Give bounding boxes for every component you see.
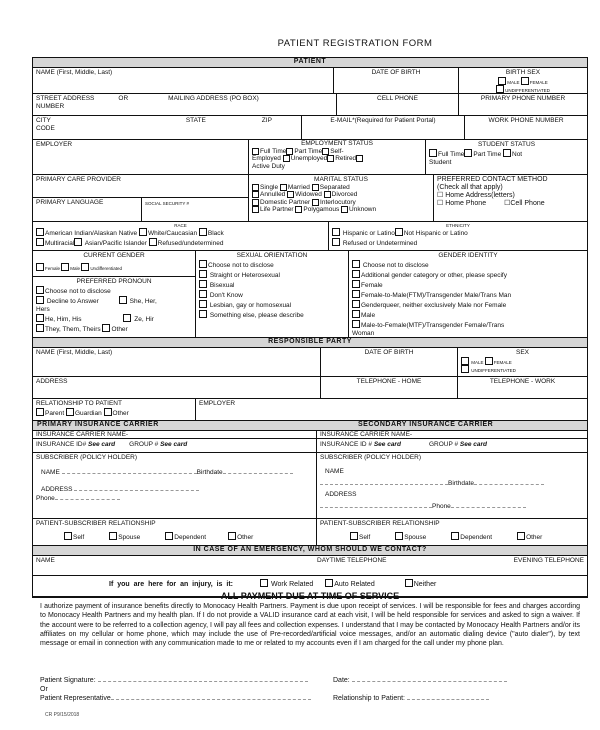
label: STATE xyxy=(185,117,206,124)
label: WORK PHONE NUMBER xyxy=(488,117,564,124)
label: SUBSCRIBER (POLICY HOLDER) xyxy=(320,454,422,461)
checkbox-not-student[interactable] xyxy=(503,149,511,157)
checkbox-dependent[interactable] xyxy=(165,532,173,540)
label: FEMALE xyxy=(529,80,548,85)
checkbox-spouse[interactable] xyxy=(395,532,403,540)
label: She, Her, xyxy=(129,298,157,305)
label: Unemployed xyxy=(290,155,328,162)
checkbox-rp-undiff[interactable] xyxy=(461,365,469,373)
label: DATE OF BIRTH xyxy=(364,349,414,356)
checkbox-unknown[interactable] xyxy=(341,206,348,213)
label: Active Duty xyxy=(252,162,285,170)
checkbox-domestic-partner[interactable] xyxy=(252,199,259,206)
label: Part Time xyxy=(473,151,502,158)
rp-dob-field[interactable] xyxy=(320,347,458,377)
checkbox-parent[interactable] xyxy=(36,408,44,416)
label: (Check all that apply) xyxy=(437,184,503,191)
name-line[interactable] xyxy=(62,468,197,474)
label: Life Partner xyxy=(260,206,294,213)
checkbox-white[interactable] xyxy=(139,228,147,236)
value: See card xyxy=(459,441,487,448)
checkbox-other[interactable] xyxy=(517,532,525,540)
checkbox-guardian[interactable] xyxy=(66,408,74,416)
patient-header: PATIENT xyxy=(32,57,588,68)
responsible-party-header: RESPONSIBLE PARTY xyxy=(32,337,588,348)
label: Choose not to disclose xyxy=(362,262,429,269)
rp-tel-home-field[interactable] xyxy=(320,376,458,399)
label: FEMALE xyxy=(493,360,512,365)
label: Phone xyxy=(36,495,55,502)
label: NAME (First, Middle, Last) xyxy=(36,69,113,76)
label: Neither xyxy=(413,581,437,588)
ethnicity xyxy=(328,221,588,251)
checkbox-i-choose[interactable] xyxy=(352,260,360,268)
checkbox-i-ftm[interactable] xyxy=(352,290,360,298)
label: Or xyxy=(40,686,48,693)
checkbox-separated[interactable] xyxy=(312,184,319,191)
label: Woman xyxy=(352,330,375,337)
student-status xyxy=(425,139,588,175)
rp-relationship xyxy=(32,398,196,421)
label: PRIMARY PHONE NUMBER xyxy=(480,95,566,102)
checkbox-o-choose[interactable] xyxy=(199,260,207,268)
label: INSURANCE ID# xyxy=(36,441,87,448)
checkbox-student-part[interactable] xyxy=(464,149,472,157)
checkbox-i-female[interactable] xyxy=(352,280,360,288)
label: ETHNICITY xyxy=(446,223,470,228)
label: ZIP xyxy=(261,117,272,124)
label: PREFERRED PRONOUN xyxy=(76,278,152,285)
label: BIRTH SEX xyxy=(505,69,541,76)
ssn-field[interactable] xyxy=(141,197,249,222)
label: Self xyxy=(359,534,371,541)
label: Guardian xyxy=(74,410,102,417)
label: Relationship to Patient: xyxy=(333,695,405,702)
label: Refused/undetermined xyxy=(157,240,224,247)
label: Ze, Hir xyxy=(134,316,154,323)
secondary-relationship xyxy=(316,518,588,546)
label: Choose not to disclose xyxy=(208,262,274,269)
label: EMPLOYMENT STATUS xyxy=(301,140,373,147)
secondary-id-field[interactable] xyxy=(316,438,588,453)
label: Straight or Heterosexual xyxy=(209,272,280,279)
label: GROUP # xyxy=(129,441,159,448)
label: EMPLOYER xyxy=(36,141,73,148)
label: Single xyxy=(260,183,279,191)
primary-care-provider-field[interactable] xyxy=(32,174,249,198)
checkbox-black[interactable] xyxy=(199,228,207,236)
primary-id-field[interactable] xyxy=(32,438,317,453)
label: NAME (First, Middle, Last) xyxy=(36,349,113,356)
employer-field[interactable] xyxy=(32,139,249,175)
label: TELEPHONE - WORK xyxy=(489,378,556,385)
checkbox-spouse[interactable] xyxy=(109,532,117,540)
label: Bisexual xyxy=(209,282,235,289)
label: They, Them, Theirs xyxy=(45,326,101,333)
checkbox-female[interactable] xyxy=(521,77,529,85)
label: Interlocutory xyxy=(320,198,356,206)
checkbox-male[interactable] xyxy=(498,77,506,85)
rp-tel-work-field[interactable] xyxy=(457,376,588,399)
label: PREFERRED CONTACT METHOD xyxy=(437,176,548,183)
label: Black xyxy=(207,230,224,237)
employment-status xyxy=(248,139,426,175)
checkbox-something-else[interactable] xyxy=(199,310,207,318)
checkbox-ethnicity-refused[interactable] xyxy=(332,238,340,246)
form-revision: CR P9/15/2018 xyxy=(45,712,80,718)
label: Decline to Answer xyxy=(46,298,99,305)
label: Unknown xyxy=(349,206,377,213)
value: See card xyxy=(373,441,401,448)
label: Retired xyxy=(335,155,357,162)
label: Patient Representative xyxy=(40,695,111,702)
label: EMPLOYER xyxy=(199,400,236,407)
label: Birthdate xyxy=(196,469,223,476)
checkbox-rp-other[interactable] xyxy=(104,408,112,416)
label: Annulled xyxy=(260,191,286,198)
label: Patient Signature: xyxy=(40,677,96,684)
checkbox-refused[interactable] xyxy=(149,238,157,246)
label: Full Time xyxy=(260,147,287,155)
relationship-line[interactable] xyxy=(407,694,489,700)
label: Hispanic or Latino xyxy=(342,230,395,237)
checkbox-gender-female[interactable] xyxy=(36,263,44,271)
checkbox-widowed[interactable] xyxy=(287,191,294,198)
label: Student xyxy=(429,159,452,166)
checkbox-auto-related[interactable] xyxy=(325,579,333,587)
label: Date: xyxy=(333,677,350,684)
label: Married xyxy=(287,183,310,191)
label: Self xyxy=(73,534,85,541)
checkbox-student-full[interactable] xyxy=(429,149,437,157)
checkbox-she[interactable] xyxy=(119,296,127,304)
marital-status xyxy=(248,174,434,222)
label: Phone xyxy=(432,503,451,510)
label: INSURANCE CARRIER NAME- xyxy=(320,431,413,438)
checkbox-gender-male[interactable] xyxy=(61,263,69,271)
checkbox-hispanic[interactable] xyxy=(332,228,340,236)
label: MALE xyxy=(471,360,484,365)
checkbox-unemployed[interactable] xyxy=(283,155,290,162)
label: CELL PHONE xyxy=(377,95,418,102)
city-state-zip-field[interactable] xyxy=(32,115,302,140)
form-title: PATIENT REGISTRATION FORM xyxy=(277,38,433,49)
checkbox-bisexual[interactable] xyxy=(199,280,207,288)
label: Male xyxy=(70,266,81,271)
label: UNDIFFERENTIATED xyxy=(505,88,550,93)
checkbox-cell-phone[interactable]: Cell Phone xyxy=(510,200,545,207)
checkbox-rp-male[interactable] xyxy=(461,357,469,365)
checkbox-asian[interactable] xyxy=(74,238,82,246)
label: Something else, please describe xyxy=(209,312,304,319)
label: Other xyxy=(111,326,128,333)
patient-dob-field[interactable] xyxy=(333,67,459,94)
label: Spouse xyxy=(118,534,141,541)
label: Female xyxy=(45,266,61,271)
checkbox-i-male[interactable] xyxy=(352,310,360,318)
label: GENDER IDENTITY xyxy=(438,252,498,259)
address-line[interactable] xyxy=(74,485,199,491)
label: EVENING TELEPHONE xyxy=(513,557,584,564)
checkbox-they[interactable] xyxy=(36,324,44,332)
label: American Indian/Alaskan Native xyxy=(45,230,138,237)
primary-language-field[interactable] xyxy=(32,197,142,222)
checkbox-active-duty[interactable] xyxy=(356,155,363,162)
emergency-header: IN CASE OF AN EMERGENCY, WHOM SHOULD WE CONTACT? xyxy=(32,545,588,556)
checkbox-married[interactable] xyxy=(280,184,287,191)
birthdate-line[interactable] xyxy=(474,479,544,485)
date-block xyxy=(333,676,507,703)
secondary-insurance-title: SECONDARY INSURANCE CARRIER xyxy=(358,421,494,428)
checkbox-lgh[interactable] xyxy=(199,300,207,308)
checkbox-self-employed[interactable] xyxy=(322,148,329,155)
label: Dependent xyxy=(174,534,207,541)
checkbox-annulled[interactable] xyxy=(252,191,259,198)
label: SUBSCRIBER (POLICY HOLDER) xyxy=(36,454,138,461)
label: UNDIFFERENTIATED xyxy=(471,368,516,373)
label: RACE xyxy=(174,223,187,228)
label: E-MAIL*(Required for Patient Portal) xyxy=(330,117,436,124)
checkbox-self[interactable] xyxy=(350,532,358,540)
label: OR xyxy=(118,95,129,102)
label: Polygamous xyxy=(303,206,340,213)
label: Male xyxy=(361,312,376,319)
checkbox-full-time[interactable] xyxy=(252,148,259,155)
signature-line[interactable] xyxy=(98,676,308,682)
label: PRIMARY LANGUAGE xyxy=(36,199,104,206)
label: NUMBER xyxy=(36,103,65,110)
label: Work Related xyxy=(270,581,314,588)
primary-insurance-title: PRIMARY INSURANCE CARRIER xyxy=(37,421,159,428)
checkbox-self[interactable] xyxy=(64,532,72,540)
checkbox-work-related[interactable] xyxy=(260,579,268,587)
primary-relationship xyxy=(32,518,317,546)
checkbox-i-additional[interactable] xyxy=(352,270,360,278)
checkbox-other[interactable] xyxy=(228,532,236,540)
checkbox-retired[interactable] xyxy=(327,155,334,162)
label: TELEPHONE - HOME xyxy=(356,378,422,385)
rp-employer-field[interactable] xyxy=(195,398,588,421)
phone-line[interactable] xyxy=(55,494,120,500)
label: CURRENT GENDER xyxy=(83,252,145,259)
checkbox-straight[interactable] xyxy=(199,270,207,278)
label: Other xyxy=(237,534,254,541)
label: Female xyxy=(361,282,383,289)
label: Separated xyxy=(319,183,350,191)
current-gender xyxy=(32,250,196,277)
rp-address-field[interactable] xyxy=(32,376,321,399)
primary-phone-field[interactable] xyxy=(458,93,588,116)
checkbox-life-partner[interactable] xyxy=(252,206,259,213)
checkbox-pronoun-other[interactable] xyxy=(102,324,110,332)
email-field[interactable] xyxy=(301,115,465,140)
secondary-subscriber xyxy=(316,452,588,519)
label: Hers xyxy=(36,306,50,313)
label: Multiracial xyxy=(45,240,75,247)
label: Other xyxy=(112,410,129,417)
label: Widowed xyxy=(295,191,322,198)
label: Not xyxy=(512,151,523,158)
signature-block xyxy=(40,676,311,703)
checkbox-single[interactable] xyxy=(252,184,259,191)
birth-sex-field xyxy=(458,67,588,94)
primary-subscriber xyxy=(32,452,317,519)
label: Divorced xyxy=(331,191,358,198)
checkbox-pronoun-decline[interactable] xyxy=(36,296,44,304)
payment-terms: I authorize payment of insurance benefits directly to Monocacy Health Partners. Payment is due upon receipt of services. I will be responsible for fees and charges according to Monocacy Health Partners and my health plan. If I do not provide a VALID insurance card at each visit, I will be held responsible for services and asked to sign a waiver. If the account were to be referred to a collection agency, I will pay all fees and collection expenses. I understand that I may be contacted by Monocacy Health Partners and/or its affiliates on my cellular or home phone, which may include the use of Pre-recorded/artificial voice messages, and/or an automatic dialing device ("auto dialer"), by text message or email in connection with any communication made to me or related to my accounts even if I am charged for the call under my phone plan. xyxy=(40,603,580,648)
gender-identity xyxy=(348,250,588,338)
label: Choose not to disclose xyxy=(45,288,111,295)
label: SOCIAL SECURITY # xyxy=(145,201,190,206)
label: Dependent xyxy=(460,534,493,541)
sexual-orientation xyxy=(195,250,349,338)
label: Auto Related xyxy=(334,581,375,588)
label: NAME xyxy=(325,468,344,475)
birthdate-line[interactable] xyxy=(223,468,293,474)
checkbox-pronoun-choose[interactable] xyxy=(36,286,44,294)
label: Birthdate xyxy=(448,480,475,487)
checkbox-home-phone[interactable]: Home Phone xyxy=(445,200,487,207)
rp-sex xyxy=(457,347,588,377)
phone-line[interactable] xyxy=(451,502,526,508)
preferred-pronoun xyxy=(32,276,196,338)
label: Part Time xyxy=(294,147,323,155)
label: Genderqueer, neither exclusively Male nor Female xyxy=(361,302,507,309)
checkbox-gender-undiff[interactable] xyxy=(81,263,89,271)
label: Lesbian, gay or homosexual xyxy=(209,302,292,309)
representative-line[interactable] xyxy=(111,694,311,700)
label: ADDRESS xyxy=(41,486,73,493)
label: DATE OF BIRTH xyxy=(371,69,421,76)
label: MALE xyxy=(507,80,520,85)
checkbox-i-genderqueer[interactable] xyxy=(352,300,360,308)
checkbox-undifferentiated[interactable] xyxy=(496,85,504,93)
label: Asian/Pacific Islander xyxy=(84,240,147,247)
label: Spouse xyxy=(404,534,427,541)
label: Not Hispanic or Latino xyxy=(403,230,468,237)
label: Male-to-Female(MTF)/Transgender Female/Trans xyxy=(361,322,505,329)
patient-name-field[interactable] xyxy=(32,67,334,94)
checkbox-not-hispanic[interactable] xyxy=(395,228,403,236)
label: Self- xyxy=(330,147,344,155)
street-address-field[interactable] xyxy=(32,93,337,116)
race xyxy=(32,221,329,251)
name-line[interactable] xyxy=(320,479,448,485)
label: PATIENT-SUBSCRIBER RELATIONSHIP xyxy=(36,520,156,527)
label: INSURANCE ID # xyxy=(320,441,373,448)
checkbox-polygamous[interactable] xyxy=(295,206,302,213)
label: White/Caucasian xyxy=(147,230,198,237)
payment-title: ALL PAYMENT DUE AT TIME OF SERVICE xyxy=(220,591,400,601)
label: ADDRESS xyxy=(325,491,357,498)
checkbox-he[interactable] xyxy=(36,314,44,322)
work-phone-field[interactable] xyxy=(464,115,588,140)
label: He, Him, His xyxy=(45,316,82,323)
cell-phone-field[interactable] xyxy=(336,93,459,116)
label: PATIENT-SUBSCRIBER RELATIONSHIP xyxy=(320,520,440,527)
label: STREET ADDRESS xyxy=(36,95,95,102)
checkbox-ze[interactable] xyxy=(123,314,131,322)
label: If you are here for an injury, is it: xyxy=(109,581,234,588)
label: Additional gender category or other, please specify xyxy=(361,272,507,279)
checkbox-american-indian[interactable] xyxy=(36,228,44,236)
label: NAME xyxy=(36,557,55,564)
checkbox-part-time[interactable] xyxy=(286,148,293,155)
label: Full Time xyxy=(438,151,465,158)
label: SEXUAL ORIENTATION xyxy=(236,252,308,259)
date-line[interactable] xyxy=(352,676,507,682)
label: MAILING ADDRESS (PO BOX) xyxy=(168,95,259,102)
checkbox-dependent[interactable] xyxy=(451,532,459,540)
checkbox-rp-female[interactable] xyxy=(485,357,493,365)
checkbox-divorced[interactable] xyxy=(324,191,331,198)
label: NAME xyxy=(41,469,60,476)
label: Other xyxy=(526,534,543,541)
label: CODE xyxy=(36,125,55,132)
label: ADDRESS xyxy=(36,378,68,385)
value: See card xyxy=(160,441,188,448)
label: SEX xyxy=(515,349,529,356)
checkbox-multiracial[interactable] xyxy=(36,238,44,246)
label: Undifferentiated xyxy=(90,266,123,271)
label: Domestic Partner xyxy=(260,198,311,206)
label: MARITAL STATUS xyxy=(314,176,368,183)
label: RELATIONSHIP TO PATIENT xyxy=(36,400,122,407)
emergency-contact-field[interactable] xyxy=(32,555,588,576)
address-line[interactable] xyxy=(320,502,432,508)
label: PRIMARY CARE PROVIDER xyxy=(36,176,122,183)
label: DAYTIME TELEPHONE xyxy=(317,557,387,564)
checkbox-neither[interactable] xyxy=(405,579,413,587)
label: Female-to-Male(FTM)/Transgender Male/Trans Man xyxy=(361,292,512,299)
value: See card xyxy=(88,441,116,448)
rp-name-field[interactable] xyxy=(32,347,321,377)
label: INSURANCE CARRIER NAME- xyxy=(36,431,129,438)
label: STUDENT STATUS xyxy=(477,141,536,148)
checkbox-i-mtf[interactable] xyxy=(352,320,360,328)
label: Parent xyxy=(45,410,65,417)
checkbox-dont-know[interactable] xyxy=(199,290,207,298)
label: Refused or Undetermined xyxy=(342,240,418,247)
checkbox-interlocutory[interactable] xyxy=(312,199,319,206)
label: Employed xyxy=(252,155,281,162)
preferred-contact-method: PREFERRED CONTACT METHOD (Check all that apply) ☐ Home Address(letters) ☐ Home Phone ☐Cell Phone xyxy=(433,174,588,222)
checkbox-home-address[interactable]: Home Address(letters) xyxy=(445,192,515,199)
label: CITY xyxy=(36,117,51,124)
label: Don't Know xyxy=(209,292,243,299)
label: GROUP # xyxy=(428,441,459,448)
